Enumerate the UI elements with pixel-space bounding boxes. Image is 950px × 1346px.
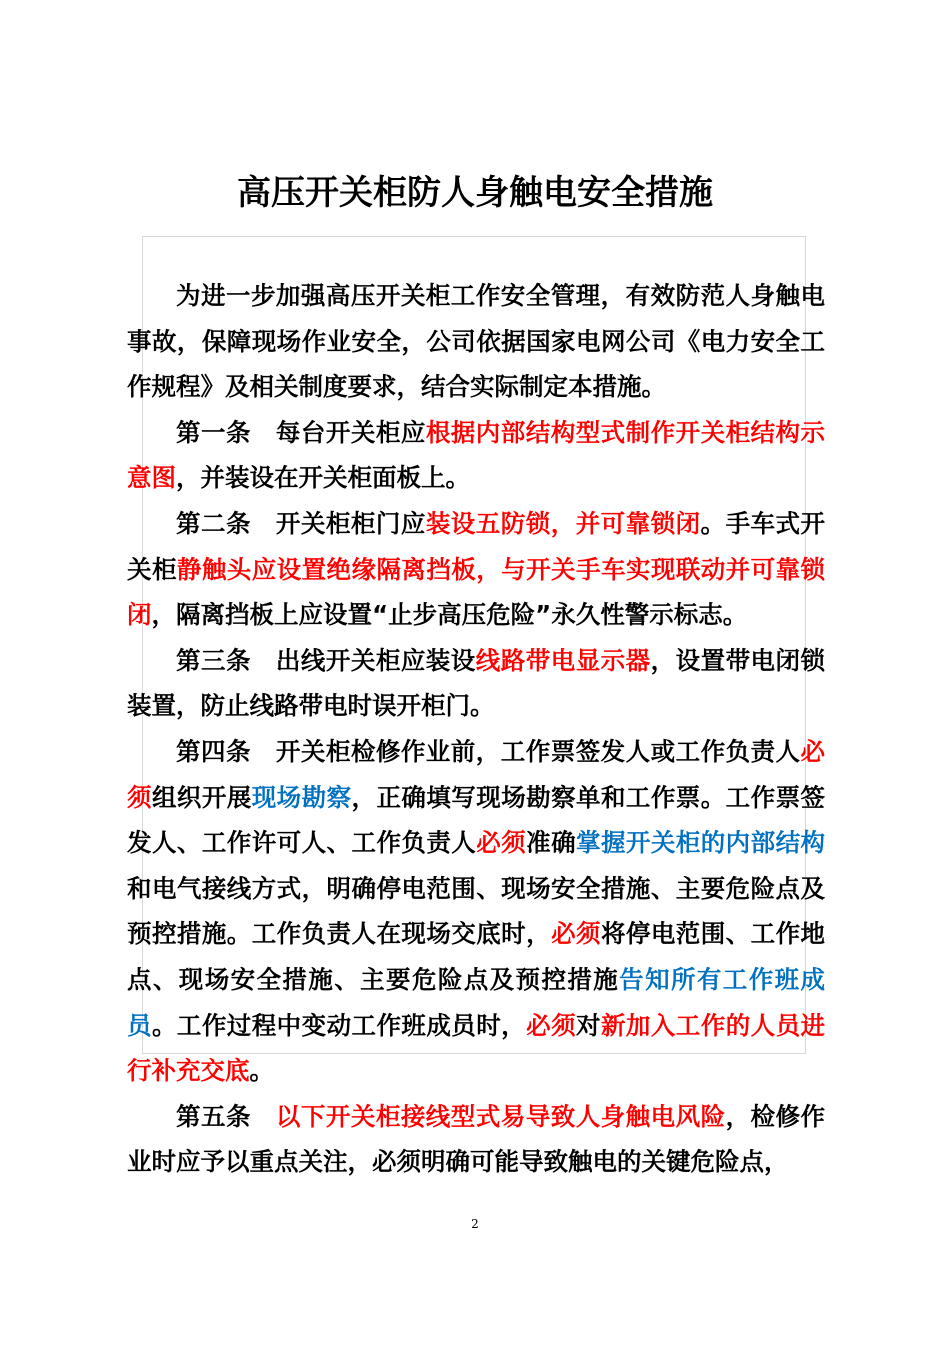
article-4-text: 组织开展 [151,782,252,812]
article-3-emphasis: 线路带电显示器 [475,645,651,675]
article-3-text: 出线开关柜应装设 [275,645,476,675]
article-5-emphasis: 以下开关柜接线型式易导致人身触电风险 [275,1101,726,1131]
article-4-highlight: 告知所有工作班成员 [127,964,825,1040]
article-4-highlight: 现场勘察 [251,782,352,812]
intro-paragraph [127,273,825,410]
article-4-text: 开关柜检修作业前，工作票签发人或工作负责人 [275,736,801,766]
article-1 [127,410,825,501]
article-5-text: ，检修作业时应予以重点关注，必须明确可能导致触电的关键危险点， [127,1101,826,1177]
article-3-text: ，设置带电闭锁装置，防止线路带电时误开柜门。 [127,645,826,721]
article-3 [127,638,825,729]
intro-text: 为进一步加强高压开关柜工作安全管理，有效防范人身触电事故，保障现场作业安全，公司依据国家电网公司《电力安全工作规程》及相关制度要求，结合实际制定本措施。 [127,281,825,402]
article-4-text: 准确 [526,828,577,858]
article-4-emphasis: 必须 [551,919,601,949]
article-2-label: 第二条 [176,508,251,538]
document-title: 高压开关柜防人身触电安全措施 [237,173,713,213]
article-1-text: ，并装设在开关柜面板上。 [176,463,470,493]
page-number: 2 [471,1217,479,1231]
article-2 [127,501,825,638]
article-4-emphasis: 必须 [526,1010,577,1040]
article-4 [127,729,825,1094]
article-4-text: 和电气接线方式，明确停电范围、现场安全措施、主要危险点及预控措施。工作负责人在现场交底时， [127,873,825,949]
article-2-emphasis: 装设五防锁，并可靠锁闭 [425,508,701,538]
article-4-label: 第四条 [176,736,251,766]
article-4-text: ，正确填写现场勘察单和工作票。工作票签发人、工作许可人、工作负责人 [127,782,826,858]
article-5-label: 第五条 [176,1101,251,1131]
article-1-label: 第一条 [176,417,251,447]
article-4-text: 将停电范围、工作地点、现场安全措施、主要危险点及预控措施 [127,919,826,994]
article-4-highlight: 掌握开关柜的内部结构 [576,828,826,858]
article-2-emphasis: 静触头应设置绝缘隔离挡板，与开关手车实现联动并可靠锁闭 [127,554,825,630]
article-4-emphasis: 必须 [476,828,527,858]
article-2-text: 开关柜柜门应 [275,508,426,538]
article-1-emphasis: 根据内部结构型式制作开关柜结构示意图 [127,417,826,493]
article-4-text: 。 [249,1056,274,1086]
article-4-text: 对 [576,1010,601,1040]
article-4-emphasis: 新加入工作的人员进行补充交底 [127,1010,826,1086]
article-5 [127,1094,825,1185]
article-2-text: ，隔离挡板上应设置“止步高压危险”永久性警示标志。 [151,600,748,630]
document-body [127,273,825,1185]
article-3-label: 第三条 [176,645,251,675]
article-2-text: 。手车式开关柜 [127,508,826,584]
article-1-text: 每台开关柜应 [275,417,426,447]
article-4-emphasis: 必须 [127,736,826,812]
article-4-text: 。工作过程中变动工作班成员时， [151,1010,527,1040]
